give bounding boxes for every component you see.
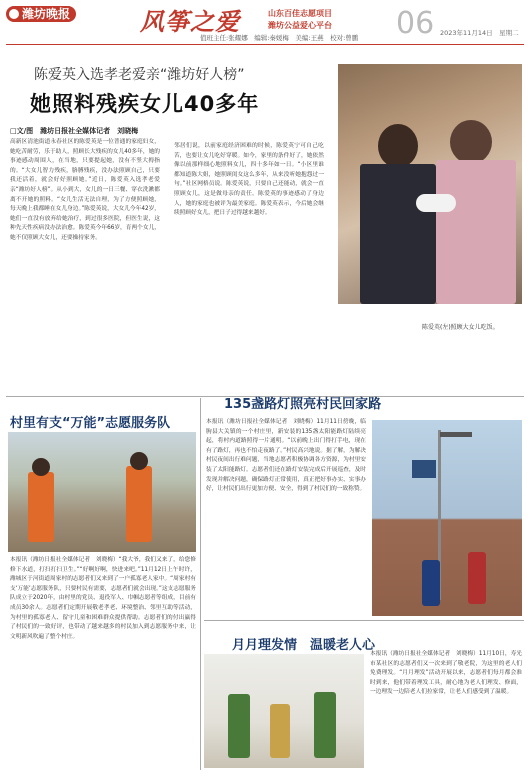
newspaper-logo bbox=[6, 6, 76, 22]
photo-lamp-arm bbox=[440, 432, 472, 437]
photo-volunteer bbox=[126, 466, 152, 542]
column-divider bbox=[200, 398, 201, 770]
logo-mark-icon bbox=[9, 9, 19, 19]
photo-worker bbox=[422, 560, 440, 606]
lead-body-column-1: 高新区清池街道永春社区的陈爱英是一位普通的家庭妇女，她吃苦耐劳，乐于助人，照顾长大残疾的女儿40多年，她的事迹感动周围人，在当地，只要提起她，没有不竖大拇指的。“大女儿智力残疾，胳膊残疾，没办法照顾自己，只要我还活着，就会好好照顾她。”近日，陈爱英入选孝老爱亲“潍坊好人榜”。从小到大，女儿的一日三餐、穿衣洗漱都离不开她的照料。“女儿生活无法自理，为了方便照顾她，每天晚上我都睡在女儿身边。”陈爱英说，大女儿今年42岁，她们一直没有放弃给她治疗，到过很多医院，但医生说，这种先天性疾病没办法治愈。陈爱英今年66岁，育两个女儿，她不仅照顾大女儿，还要操持家务。 bbox=[10, 139, 160, 241]
photo-figure-head bbox=[450, 120, 492, 164]
page-number: 06 bbox=[396, 6, 435, 41]
lead-photo-caption: 陈爱英(左)照顾大女儿吃饭。 bbox=[422, 324, 499, 331]
editorial-credits: 值班主任:张耀娜 编辑:秦媛梅 美编:王燕 校对:曾鹏 bbox=[200, 34, 359, 42]
photo-figure-head bbox=[130, 452, 148, 470]
photo-figure-head bbox=[378, 124, 418, 168]
photo-figure-daughter bbox=[436, 160, 516, 304]
story-title-haircut: 月月理发情 温暖老人心 bbox=[232, 638, 376, 653]
streetlights-body: 本报讯（潍坊日报社全媒体记者 刘晓梅）11月11日傍晚，临朐县大关镇的一个村庄里，新安装的135盏太阳能路灯陆续亮起，将村内道路照得一片通明。“以前晚上出门得打手电，现在有了路灯，再也不怕走夜路了。”村民高兴地说。据了解，为解决村民夜间出行难问题，当地志愿者积极协调各方资源，为村里安装了太阳能路灯。志愿者们还在路灯安装完成后开展巡查，及时发现并解决问题，确保路灯正常使用，真正把好事办实、实事办好，让村民们出行更加方便、安全，得到了村民们的一致称赞。 bbox=[206, 419, 366, 493]
lead-byline: □文/图 潍坊日报社全媒体记者 刘晓梅 bbox=[10, 127, 139, 135]
section-divider bbox=[204, 620, 524, 621]
sponsor-line-1: 山东百佳志愿项目 bbox=[268, 9, 332, 18]
volunteer-team-body: 本报讯（潍坊日报社全媒体记者 刘晓梅）“我大爷，我们又来了，给您修修下水道，打扫打扫卫生。”“好啊好啊，快进来吧。”11月12日上午时许，潍城区于河街道周家村的志愿者们又来到了一户孤寡老人家中。“周家村有支‘万能’志愿服务队，只要村民有需要，志愿者们就会出现。”这支志愿服务队成立于2020年，由村里的党员、退役军人、巾帼志愿者等组成，目前有成员30余人。志愿者们定期开展敬老孝老、环境整治、邻里互助等活动，为村里的孤寡老人、留守儿童和困难群众提供帮助。志愿者们的付出赢得了村民们的一致好评，也带动了越来越多的村民加入到志愿服务中来，让文明新风吹遍了整个村庄。 bbox=[10, 557, 196, 640]
photo-figure-head bbox=[32, 458, 50, 476]
haircut-body: 本报讯（潍坊日报社全媒体记者 刘晓梅）11月10日，寿光市某社区的志愿者们又一次来到了敬老院，为这里的老人们免费理发。“月月理发”活动开展以来，志愿者们每月都会准时到来，他们带着理发工具，耐心地为老人们理发、修面，一边理发一边陪老人们拉家常，让老人们感受到了温暖。 bbox=[370, 651, 522, 696]
photo-volunteer bbox=[228, 694, 250, 758]
issue-date: 2023年11月14日 星期二 bbox=[440, 29, 519, 37]
photo-volunteer bbox=[314, 692, 336, 758]
lead-headline: 她照料残疾女儿40多年 bbox=[30, 92, 260, 116]
streetlights-photo bbox=[372, 420, 522, 616]
lead-photo bbox=[338, 64, 522, 304]
photo-figure-mother bbox=[360, 164, 436, 304]
haircut-photo bbox=[204, 654, 364, 768]
lead-subhead: 陈爱英入选孝老爱亲“潍坊好人榜” bbox=[34, 67, 245, 83]
column-brand: 风筝之爱 bbox=[140, 7, 240, 36]
volunteer-team-photo bbox=[8, 432, 196, 552]
photo-worker bbox=[468, 552, 486, 604]
story-title-volunteer-team: 村里有支“万能”志愿服务队 bbox=[10, 416, 171, 431]
photo-volunteer bbox=[28, 472, 54, 542]
masthead-rule bbox=[6, 44, 524, 45]
photo-senior bbox=[270, 704, 290, 758]
story-title-streetlights: 135盏路灯照亮村民回家路 bbox=[224, 397, 382, 412]
sponsor-line-2: 潍坊公益爱心平台 bbox=[268, 21, 332, 30]
logo-text: 潍坊晚报 bbox=[22, 7, 71, 21]
lead-body-column-2: 邻居们说，以前家庭经济困难的时候，陈爱英宁可自己吃苦，也要让女儿吃好穿暖。如今，家里的条件好了，她依然像以前那样细心地照料女儿，四十多年如一日。“小区里谁都知道陈大姐，她照顾闺女这么多年，从来没听她抱怨过一句。”社区网格员说。陈爱英说，只要自己还能动，就会一直照顾女儿，这是做母亲的责任。陈爱英的事迹感动了身边人，她的家庭也被评为最美家庭。陈爱英表示，今后她会继续照顾好女儿，把日子过得越来越好。 bbox=[174, 143, 324, 217]
photo-bowl bbox=[416, 194, 456, 212]
photo-solar-panel bbox=[412, 460, 436, 478]
